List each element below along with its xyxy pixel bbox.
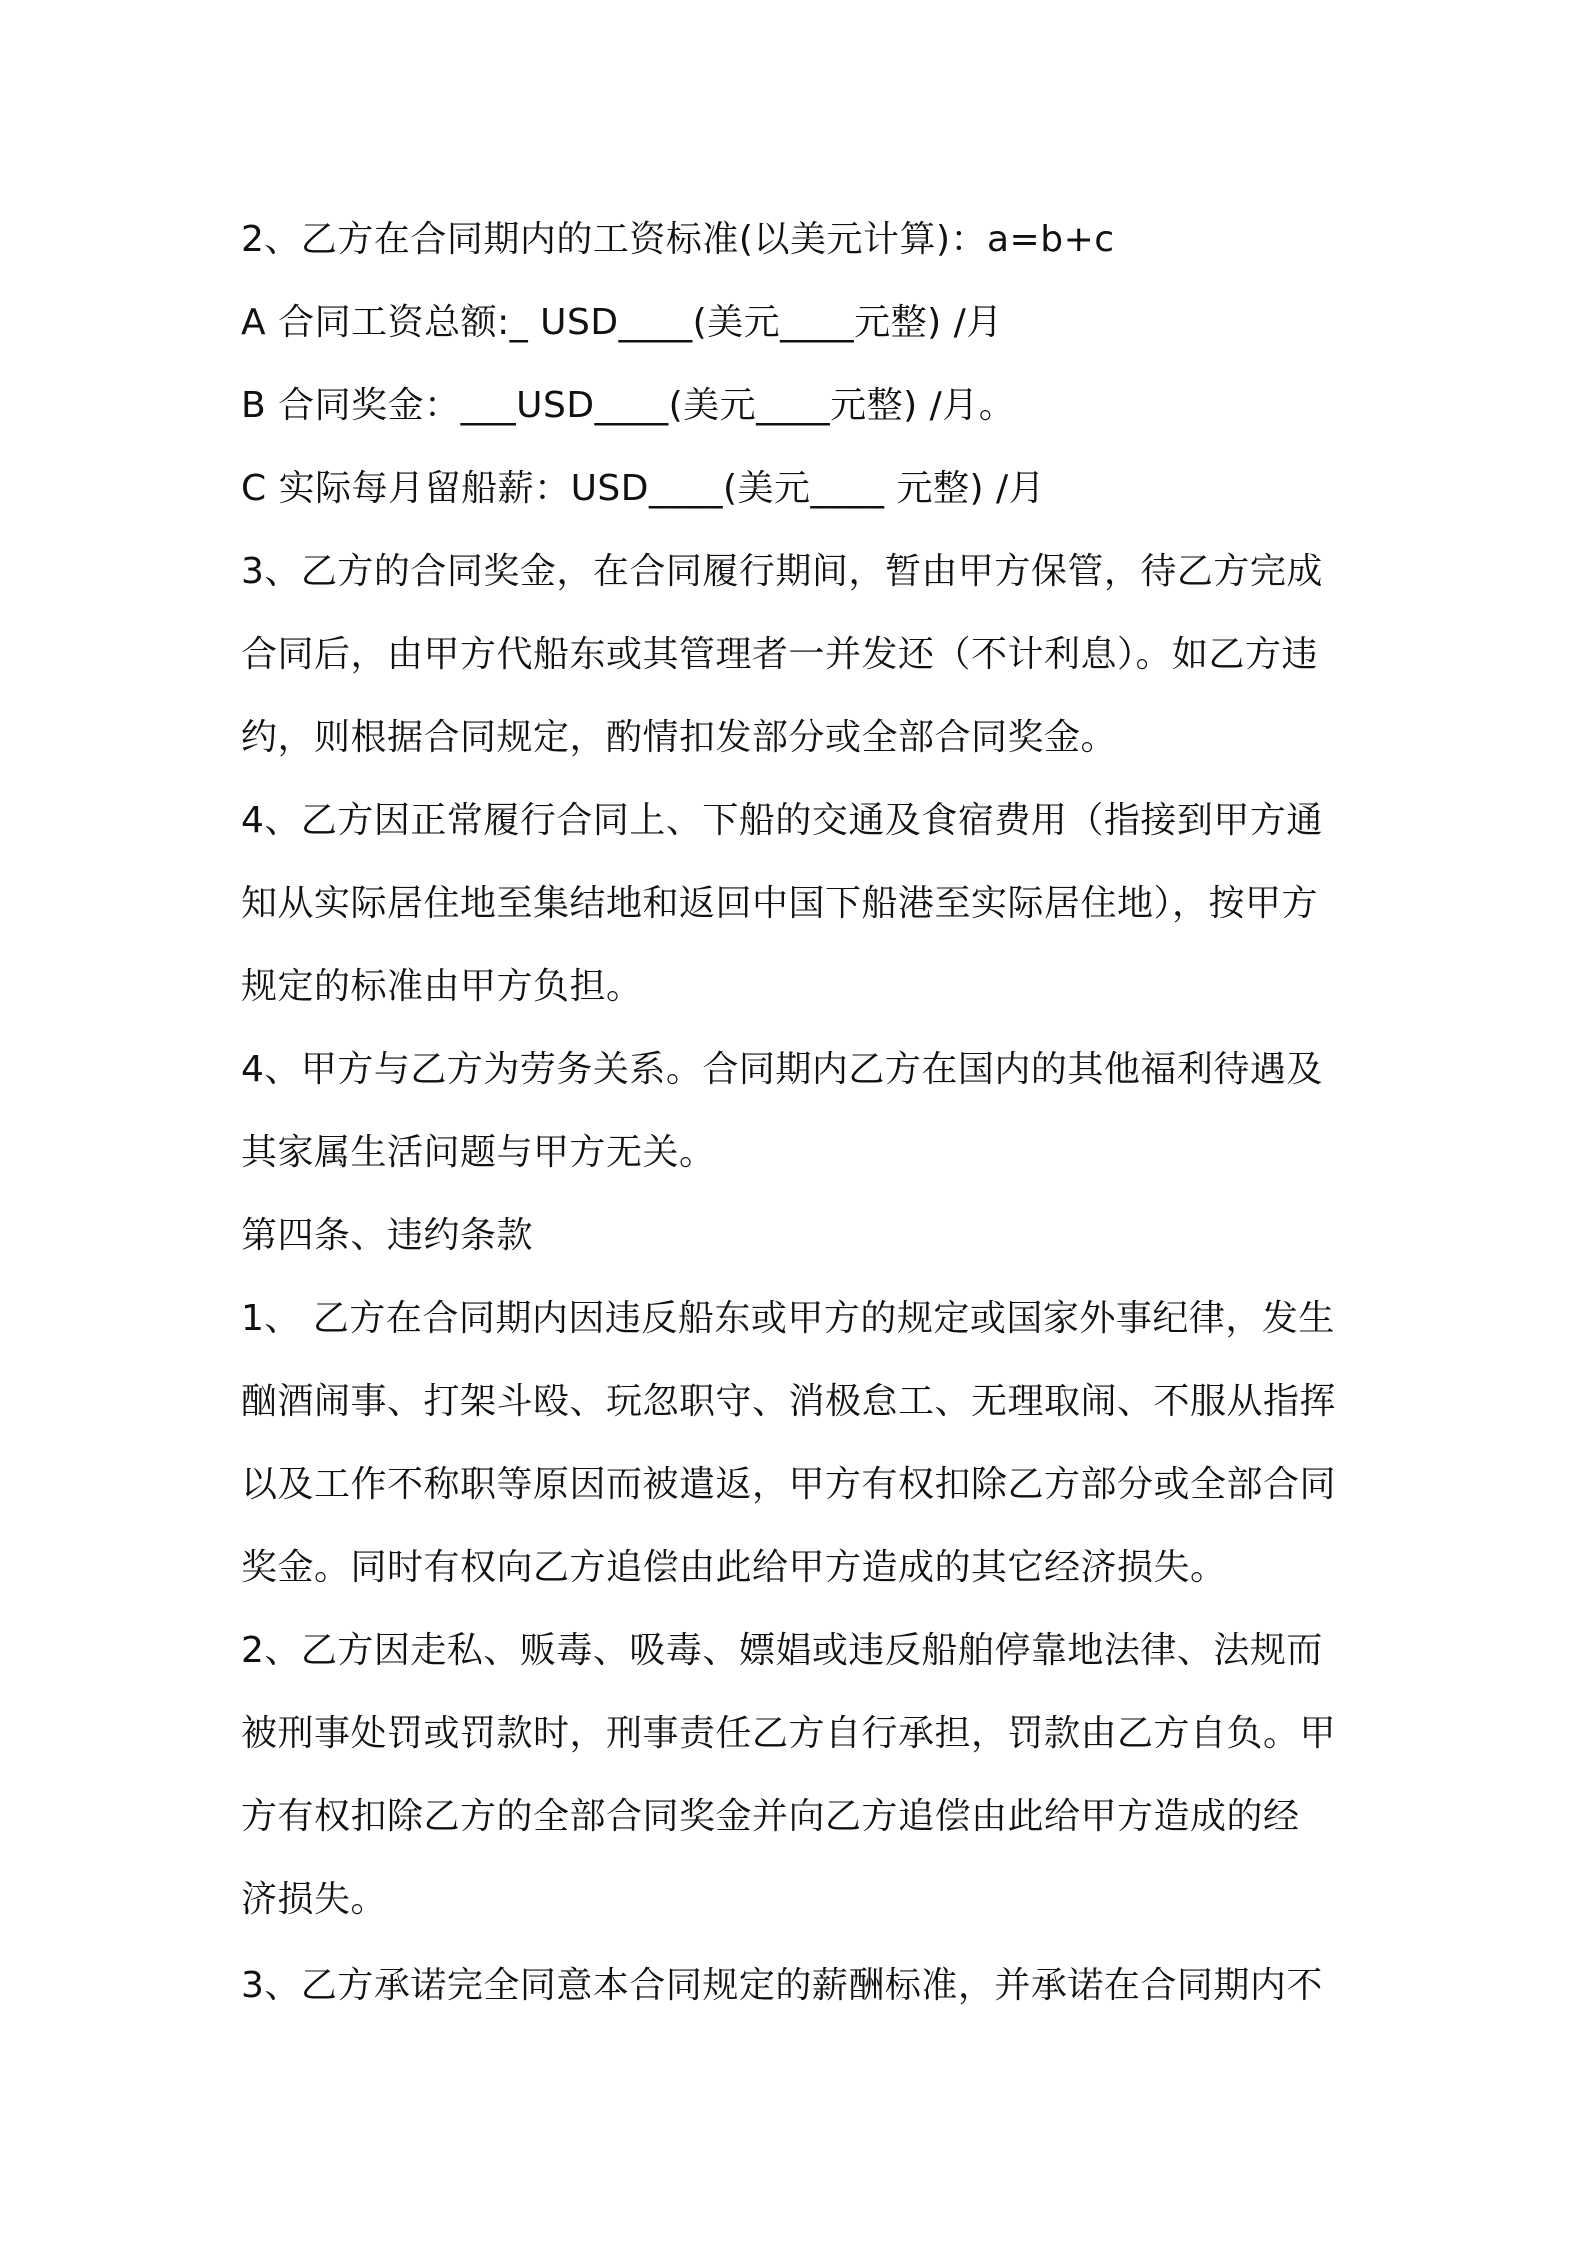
clause-4-line-1: 4、乙方因正常履行合同上、下船的交通及食宿费用（指接到甲方通 (241, 800, 1323, 841)
salary-item-b: B 合同奖金：___USD____(美元____元整) /月。 (241, 385, 1016, 426)
salary-item-c: C 实际每月留船薪：USD____(美元____ 元整) /月 (241, 468, 1046, 509)
breach-1-line-1: 1、 乙方在合同期内因违反船东或甲方的规定或国家外事纪律，发生 (241, 1298, 1335, 1339)
document-body (241, 198, 1361, 2027)
clause-4b-line-2: 其家属生活问题与甲方无关。 (241, 1132, 716, 1173)
breach-2-line-2: 被刑事处罚或罚款时，刑事责任乙方自行承担，罚款由乙方自负。甲 (241, 1713, 1337, 1754)
breach-2-line-1: 2、乙方因走私、贩毒、吸毒、嫖娼或违反船舶停靠地法律、法规而 (241, 1630, 1323, 1671)
clause-4b-line-1: 4、甲方与乙方为劳务关系。合同期内乙方在国内的其他福利待遇及 (241, 1049, 1323, 1090)
breach-2-line-4: 济损失。 (241, 1879, 388, 1920)
clause-2-heading: 2、乙方在合同期内的工资标准(以美元计算)：a=b+c (241, 219, 1115, 260)
clause-3-line-1: 3、乙方的合同奖金，在合同履行期间，暂由甲方保管，待乙方完成 (241, 551, 1323, 592)
breach-2-line-3: 方有权扣除乙方的全部合同奖金并向乙方追偿由此给甲方造成的经 (241, 1796, 1300, 1837)
breach-1-line-4: 奖金。同时有权向乙方追偿由此给甲方造成的其它经济损失。 (241, 1547, 1227, 1588)
section-4-title: 第四条、违约条款 (241, 1215, 534, 1256)
clause-3-line-3: 约，则根据合同规定，酌情扣发部分或全部合同奖金。 (241, 717, 1118, 758)
clause-4-line-3: 规定的标准由甲方负担。 (241, 966, 643, 1007)
breach-3-line-1: 3、乙方承诺完全同意本合同规定的薪酬标准，并承诺在合同期内不 (241, 1965, 1323, 2006)
clause-4-line-2: 知从实际居住地至集结地和返回中国下船港至实际居住地），按甲方 (241, 883, 1319, 924)
breach-1-line-3: 以及工作不称职等原因而被遣返，甲方有权扣除乙方部分或全部合同 (241, 1464, 1337, 1505)
salary-item-a: A 合同工资总额:_ USD____(美元____元整) /月 (241, 302, 1003, 343)
clause-3-line-2: 合同后，由甲方代船东或其管理者一并发还（不计利息）。如乙方违 (241, 634, 1319, 675)
breach-1-line-2: 酗酒闹事、打架斗殴、玩忽职守、消极怠工、无理取闹、不服从指挥 (241, 1381, 1337, 1422)
